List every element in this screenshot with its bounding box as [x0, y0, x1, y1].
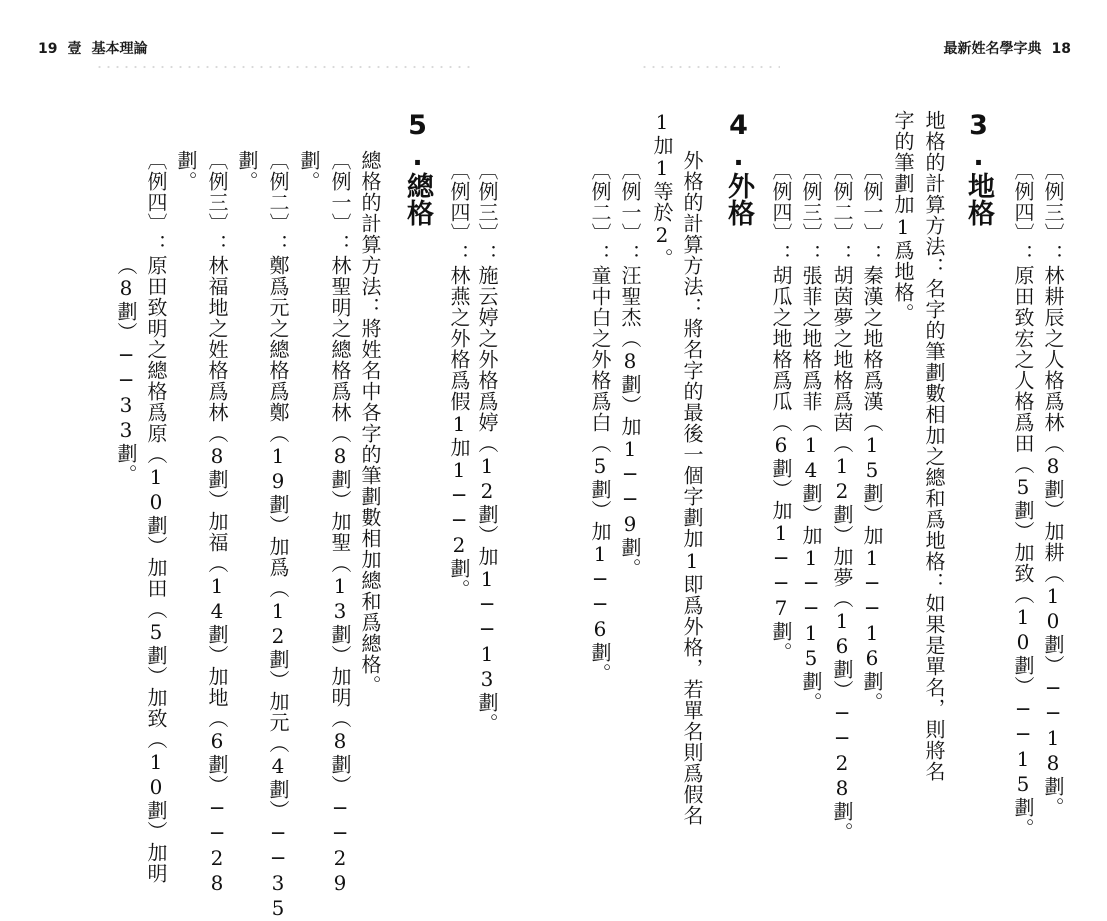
scan-speckle	[640, 64, 780, 72]
text-column: 〔例四〕：原田致明之總格爲原（10劃）加田（5劃）加致（10劃）加明	[144, 150, 168, 884]
left-page-header	[38, 38, 157, 58]
text-column: 〔例二〕：胡茵夢之地格爲茵（12劃）加夢（16劃）──28劃。	[830, 160, 854, 843]
text-column: （8劃）──33劃。	[114, 255, 138, 485]
text-column: 〔例二〕：鄭爲元之總格爲鄭（19劃）加爲（12劃）加元（4劃）──35	[266, 150, 290, 921]
text-column: 〔例四〕：胡瓜之地格爲瓜（6劃）加1──7劃。	[769, 160, 793, 663]
text-column: 字的筆劃加1爲地格。	[891, 110, 915, 324]
text-column: 〔例四〕：原田致宏之人格爲田（5劃）加致（10劃）──15劃。	[1011, 160, 1035, 839]
left-chapter-title: 基本理論	[91, 41, 148, 57]
text-column: 〔例三〕：林耕辰之人格爲林（8劃）加耕（10劃）──18劃。	[1041, 160, 1065, 818]
right-book-title: 最新姓名學字典	[943, 41, 1042, 57]
text-column: 〔例一〕：林聖明之總格爲林（8劃）加聖（13劃）加明（8劃）──29	[328, 150, 352, 896]
right-page-number: 18	[1051, 41, 1071, 57]
text-column: 外格的計算方法：將名字的最後一個字劃加1即爲外格，若單名則爲假名	[680, 150, 704, 826]
left-page-number: 19	[38, 41, 58, 57]
text-column: 〔例三〕：林福地之姓格爲林（8劃）加福（14劃）加地（6劃）──28	[205, 150, 229, 896]
text-column: 〔例三〕：施云婷之外格爲婷（12劃）加1──13劃。	[475, 160, 499, 734]
text-column: 總格的計算方法：將姓名中各字的筆劃數相加總和爲總格。	[358, 150, 382, 696]
right-page-header	[934, 38, 1071, 58]
section-heading-wai-ge: 4.外格	[723, 110, 754, 226]
text-column: 〔例一〕：秦漢之地格爲漢（15劃）加1──16劃。	[860, 160, 884, 713]
text-column: 1加1等於2。	[650, 110, 674, 269]
text-column: 〔例一〕：汪聖杰（8劃）加1──9劃。	[618, 160, 642, 579]
section-heading-zong-ge: 5.總格	[402, 110, 433, 226]
left-chapter-label: 壹	[67, 41, 82, 57]
text-column: 劃。	[235, 150, 259, 192]
scan-speckle	[95, 64, 475, 72]
text-column: 劃。	[297, 150, 321, 192]
section-heading-di-ge: 3.地格	[963, 110, 994, 226]
text-column: 〔例四〕：林燕之外格爲假1加1──2劃。	[447, 160, 471, 600]
text-column: 〔例三〕：張菲之地格爲菲（14劃）加1──15劃。	[799, 160, 823, 713]
text-column: 〔例二〕：童中白之外格爲白（5劃）加1──6劃。	[588, 160, 612, 684]
text-column: 劃。	[174, 150, 198, 192]
text-column: 地格的計算方法：名字的筆劃數相加之總和爲地格：如果是單名，則將名	[922, 110, 946, 782]
